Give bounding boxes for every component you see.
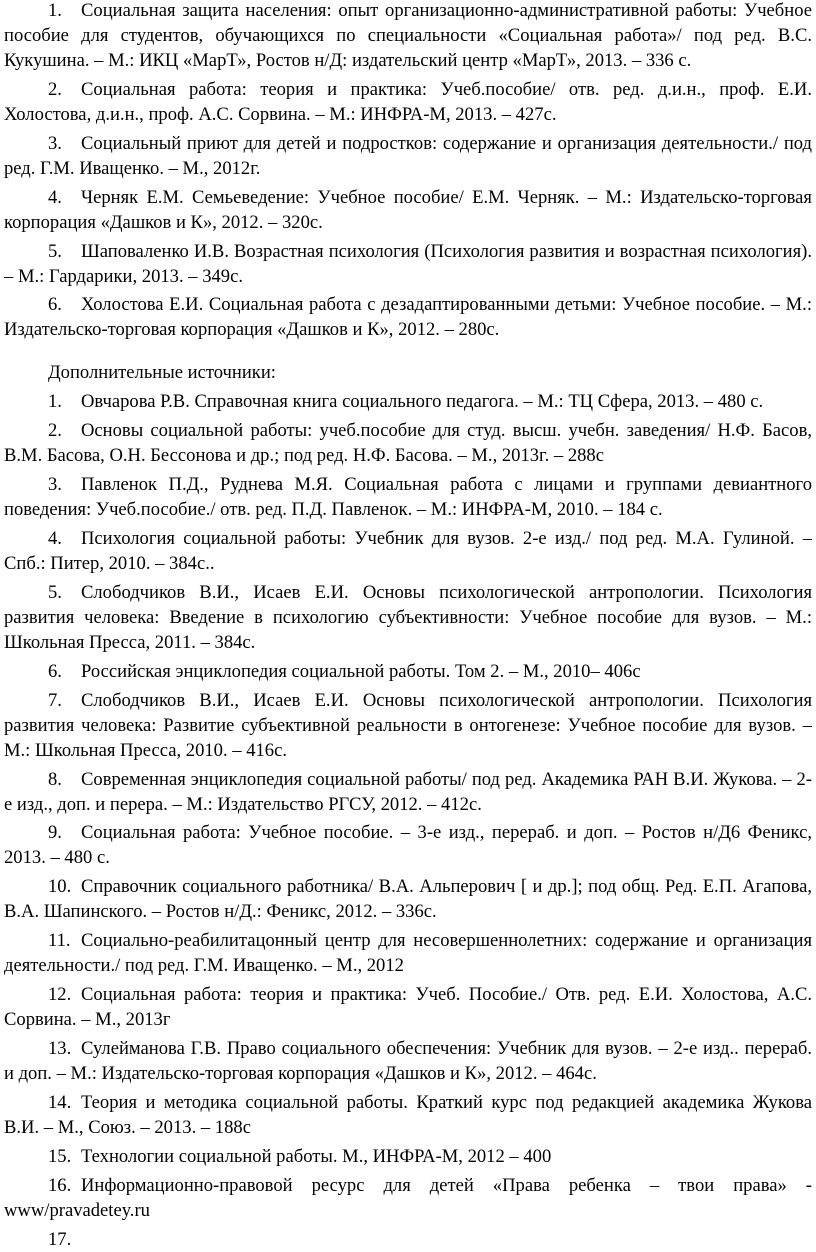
item-number: 3. [48,132,62,154]
item-number: 4. [48,528,62,550]
list-item [4,820,812,870]
item-number: 17. [48,1228,72,1250]
item-text: Слободчиков В.И., Исаев Е.И. Основы психологической антропологии. Психология развития человека: Развитие субъективной реальности в онтогенезе: Учебное пособие для вузов. – М.: Школьная Пресса, 2010. – 416с. [4,689,812,761]
item-number: 7. [48,689,62,711]
item-number: 11. [48,930,71,952]
list-item [4,77,812,127]
item-number: 10. [48,876,72,898]
item-number: 1. [48,391,62,413]
item-text: Черняк Е.М. Семьеведение: Учебное пособие/ Е.М. Черняк. – М.: Издательско-торговая корпорация «Дашков и К», 2012. – 320с. [4,186,812,233]
list-item [4,688,812,763]
list-item [4,418,812,468]
list-item [4,1173,812,1223]
item-text: Российская энциклопедия социальной работы. Том 2. – М., 2010– 406с [81,660,641,682]
list-item [4,659,812,684]
item-number: 16. [48,1174,72,1196]
item-number: 6. [48,294,62,316]
item-text: Социальная работа: теория и практика: Учеб.пособие/ отв. ред. д.и.н., проф. Е.И. Холостова, д.и.н., проф. А.С. Сорвина. – М.: ИНФРА-М, 2013. – 427с. [4,78,812,125]
item-text: Социально-реабилитацонный центр для несовершеннолетних: содержание и организация деятельности./ под ред. Г.М. Иващенко. – М., 2012 [4,930,812,977]
item-text: Социальная защита населения: опыт организационно-административной работы: Учебное пособие для студентов, обучающихся по специальности «Социальная работа»/ под ред. В.С. Кукушина. – М.: ИКЦ «МарТ», Ростов н/Д: издательский центр «МарТ», 2013. – 336 с. [4,0,812,71]
item-text: Информационно-правовой ресурс для детей «Права ребенка – твои права» - www/pravadetey.ru [4,1174,812,1221]
item-number: 14. [48,1091,72,1113]
item-number: 1. [48,0,62,21]
item-text: Справочник социального работника/ В.А. Альперович [ и др.]; под общ. Ред. Е.П. Агапова, В.А. Шапинского. – Ростов н/Д.: Феникс, 2012. – 336с. [4,876,812,923]
list-item [4,131,812,181]
item-text: Сулейманова Г.В. Право социального обеспечения: Учебник для вузов. – 2-е изд.. перераб. и доп. – М.: Издательско-торговая корпорация «Дашков и К», 2012. – 464с. [4,1038,812,1085]
item-text: Овчарова Р.В. Справочная книга социального педагога. – М.: ТЦ Сфера, 2013. – 480 с. [81,391,764,413]
list-item [4,0,812,73]
item-text: Слободчиков В.И., Исаев Е.И. Основы психологической антропологии. Психология развития человека: Введение в психологию субъективности: Учебное пособие для вузов. – М.: Школьная Пресса, 2011. – 384с. [4,581,812,653]
list-item [4,185,812,235]
item-text: Павленок П.Д., Руднева М.Я. Социальная работа с лицами и группами девиантного поведения: Учеб.пособие./ отв. ред. П.Д. Павленок. – М.: ИНФРА-М, 2010. – 184 с. [4,474,812,521]
list-item [4,389,812,414]
list-item [4,292,812,342]
list-item [4,1090,812,1140]
item-text: Холостова Е.И. Социальная работа с дезадаптированными детьми: Учебное пособие. – М.: Издательско-торговая корпорация «Дашков и К», 2012. – 280с. [4,294,812,341]
list-item [4,874,812,924]
list-item [4,526,812,576]
list-item [4,1144,812,1169]
item-text: Технологии социальной работы. М., ИНФРА-М, 2012 – 400 [81,1145,552,1167]
list-item [4,982,812,1032]
list-item [4,928,812,978]
item-number: 3. [48,474,62,496]
item-number: 5. [48,581,62,603]
item-number: 15. [48,1145,72,1167]
additional-sources-list [4,389,812,1251]
section-title-additional: Дополнительные источники: [48,362,276,384]
item-text: Современная энциклопедия социальной работы/ под ред. Академика РАН В.И. Жукова. – 2-е изд., доп. и перера. – М.: Издательство РГСУ, 2012. – 412с. [4,768,812,815]
item-text: Теория и методика социальной работы. Краткий курс под редакцией академика Жукова В.И. – М., Союз. – 2013. – 188с [4,1091,812,1138]
item-text: Психология социальной работы: Учебник для вузов. 2-е изд./ под ред. М.А. Гулиной. – Спб.: Питер, 2010. – 384с.. [4,528,812,575]
main-sources-list [4,0,812,342]
item-number: 9. [48,822,62,844]
item-text: Основы социальной работы: учеб.пособие для студ. высш. учебн. заведения/ Н.Ф. Басов, В.М. Басова, О.Н. Бессонова и др.; под ред. Н.Ф. Басова. – М., 2013г. – 288с [4,420,812,467]
list-item [4,1036,812,1086]
item-number: 8. [48,768,62,790]
item-text: Социальная работа: Учебное пособие. – 3-е изд., перераб. и доп. – Ростов н/Д6 Феникс, 2013. – 480 с. [4,822,812,869]
item-number: 6. [48,660,62,682]
item-number: 2. [48,420,62,442]
list-item [4,1227,812,1252]
item-number: 12. [48,984,72,1006]
item-number: 5. [48,240,62,262]
list-item [4,239,812,289]
list-item [4,580,812,655]
item-number: 13. [48,1038,72,1060]
list-item [4,472,812,522]
item-number: 2. [48,78,62,100]
item-text: Социальная работа: теория и практика: Учеб. Пособие./ Отв. ред. Е.И. Холостова, А.С. Сорвина. – М., 2013г [4,984,812,1031]
list-item [4,767,812,817]
item-text: Социальный приют для детей и подростков: содержание и организация деятельности./ под ред. Г.М. Иващенко. – М., 2012г. [4,132,812,179]
item-text: Шаповаленко И.В. Возрастная психология (Психология развития и возрастная психология). – М.: Гардарики, 2013. – 349с. [4,240,812,287]
item-number: 4. [48,186,62,208]
